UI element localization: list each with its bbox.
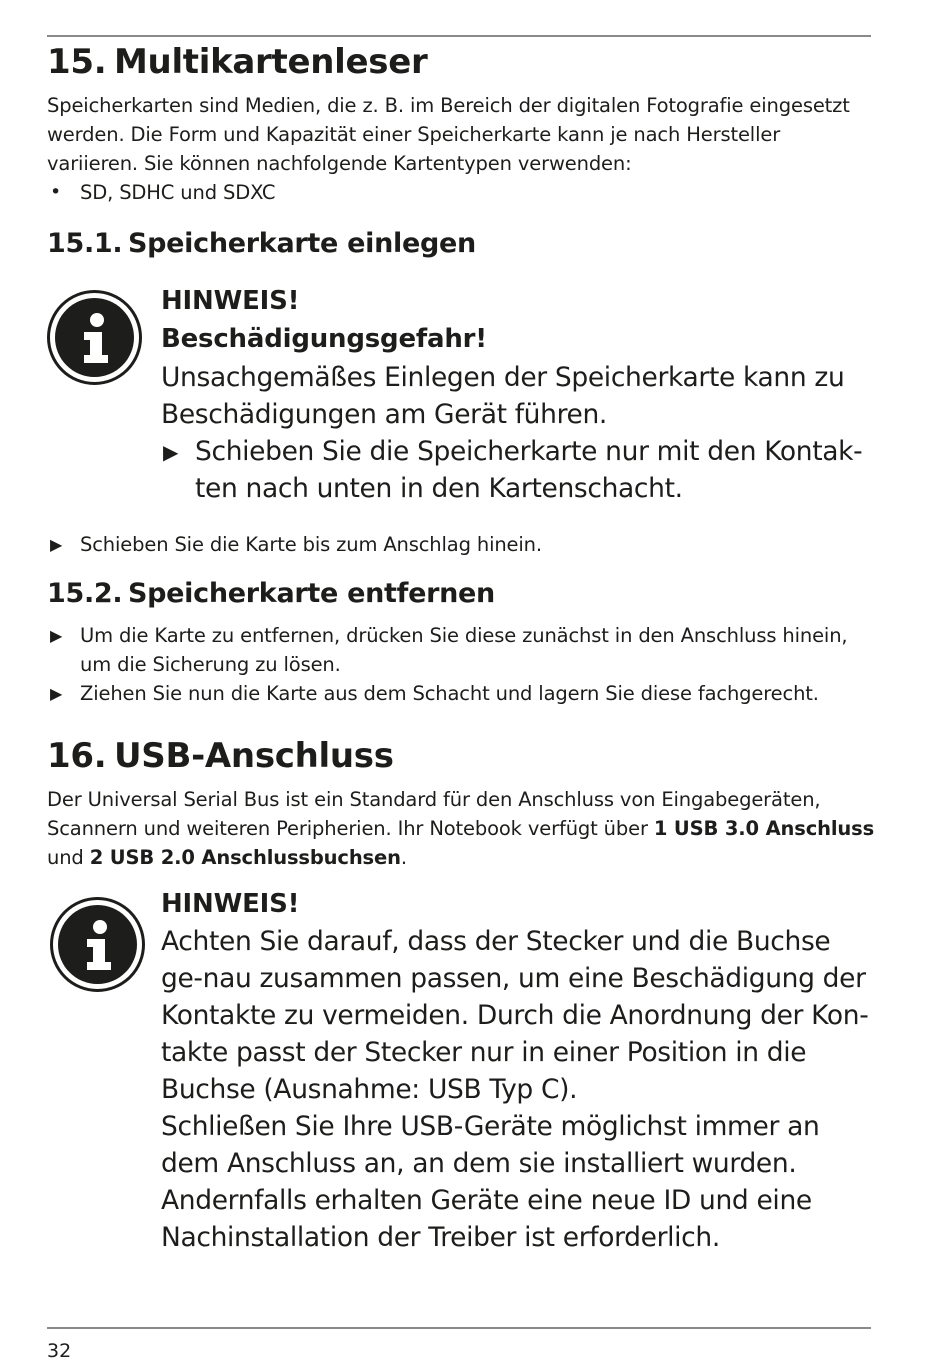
list-item: ▶ Ziehen Sie nun die Karte aus dem Schacht und lagern Sie diese fachgerecht. <box>47 679 875 708</box>
list-item: • SD, SDHC und SDXC <box>47 178 875 207</box>
list-item: ▶ Um die Karte zu entfernen, drücken Sie diese zunächst in den Anschluss hinein, um die Sicherung zu lösen. <box>47 621 875 679</box>
section-15-2-heading: 15.2. Speicherkarte entfernen <box>47 578 495 609</box>
triangle-right-icon: ▶ <box>50 684 63 703</box>
card-type-list <box>47 178 875 207</box>
notice-text: Unsachgemäßes Einlegen der Speicherkarte kann zu Beschädigungen am Gerät führen. <box>161 362 845 430</box>
info-icon <box>47 290 142 385</box>
intro-paragraph: Speicherkarten sind Medien, die z. B. im Bereich der digitalen Fotografie eingesetzt werden. Die Form und Kapazität einer Speicherkarte kann je nach Hersteller variieren. Sie können nachfolgende Kartentypen verwenden: <box>47 94 850 175</box>
notice-heading: HINWEIS! <box>161 889 300 919</box>
top-rule <box>47 35 871 37</box>
section-16-heading: 16. USB-Anschluss <box>47 736 394 776</box>
bullet-dot: • <box>50 181 62 203</box>
page-number: 32 <box>47 1340 72 1362</box>
section-15-1 <box>47 227 875 261</box>
section-15 <box>47 42 875 82</box>
notice-step: ▶ Schieben Sie die Speicherkarte nur mit den Kontak-ten nach unten in den Kartenschacht. <box>163 436 863 504</box>
section-16 <box>47 736 875 776</box>
triangle-right-icon: ▶ <box>163 440 179 464</box>
notice-16 <box>161 885 873 1256</box>
section-15-1-steps <box>47 530 875 559</box>
notice-text: Schließen Sie Ihre USB-Geräte möglichst immer an dem Anschluss an, an dem sie installiert wurden. Andernfalls erhalten Geräte eine neue ID und eine Nachinstallation der Treiber ist erforderlich. <box>161 1111 820 1253</box>
notice-15-1 <box>161 282 873 507</box>
section-15-2 <box>47 577 875 611</box>
section-16-intro <box>47 785 875 872</box>
section-15-1-heading: 15.1. Speicherkarte einlegen <box>47 228 476 259</box>
notice-subheading: Beschädigungsgefahr! <box>161 324 487 354</box>
section-15-intro <box>47 91 875 178</box>
section-15-heading: 15. Multikartenleser <box>47 42 428 82</box>
section-15-2-steps <box>47 621 875 708</box>
triangle-right-icon: ▶ <box>50 626 63 645</box>
info-icon <box>50 897 145 992</box>
triangle-right-icon: ▶ <box>50 535 63 554</box>
list-item: ▶ Schieben Sie die Karte bis zum Anschlag hinein. <box>47 530 875 559</box>
intro-paragraph: Der Universal Serial Bus ist ein Standard für den Anschluss von Eingabegeräten, Scannern und weiteren Peripherien. Ihr Notebook verfügt über 1 USB 3.0 Anschluss und 2 USB 2.0 Anschlussbuchsen. <box>47 788 875 869</box>
bottom-rule <box>47 1327 871 1329</box>
notice-heading: HINWEIS! <box>161 286 300 316</box>
notice-text: Achten Sie darauf, dass der Stecker und die Buchse ge-nau zusammen passen, um eine Beschädigung der Kontakte zu vermeiden. Durch die Anordnung der Kon-takte passt der Stecker nur in einer Position in die Buchse (Ausnahme: USB Typ C). <box>161 926 869 1105</box>
